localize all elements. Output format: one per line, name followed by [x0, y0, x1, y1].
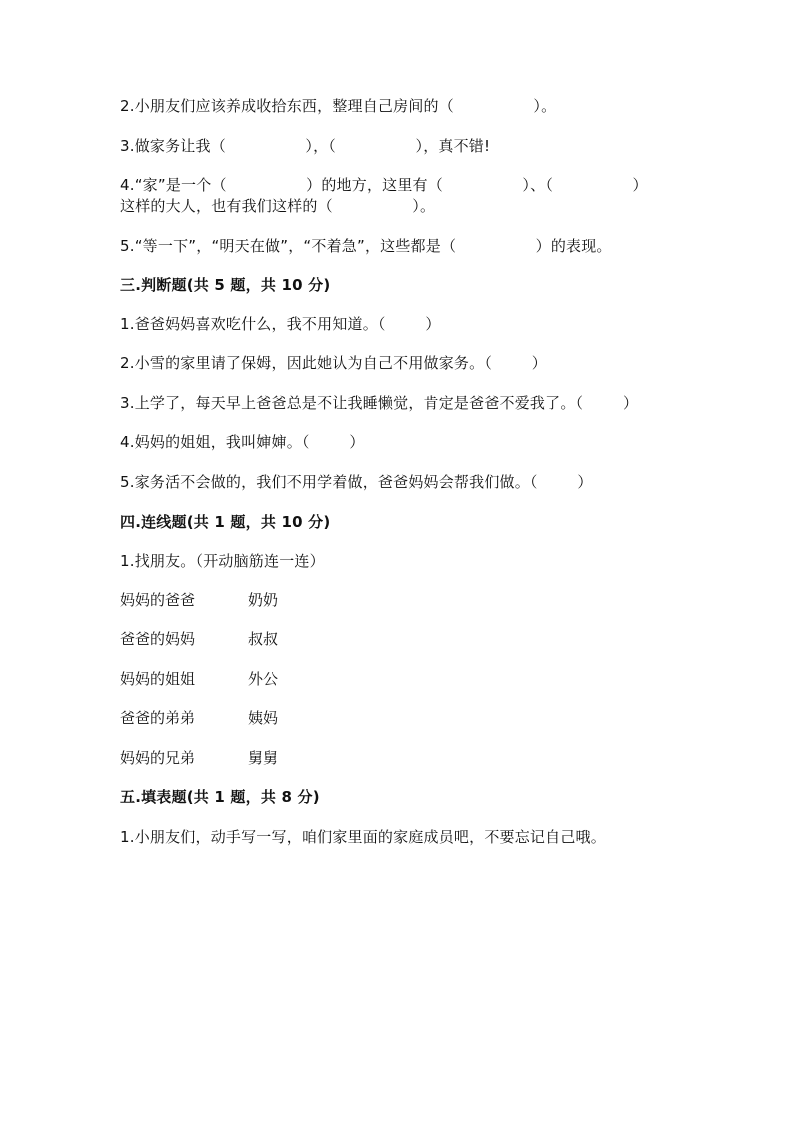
table-fill-question: 1.小朋友们，动手写一写，咱们家里面的家庭成员吧，不要忘记自己哦。: [120, 828, 606, 846]
judge-item-2: 2.小雪的家里请了保姆，因此她认为自己不用做家务。（ ）: [120, 354, 547, 372]
match-right-item: 外公: [248, 670, 279, 688]
match-left-item: 妈妈的爸爸: [120, 591, 196, 609]
match-right-item: 姨妈: [248, 709, 279, 727]
fill-blank-q4-line2: 这样的大人，也有我们这样的（ ）。: [120, 197, 436, 215]
judge-item-1: 1.爸爸妈妈喜欢吃什么，我不用知道。（ ）: [120, 315, 441, 333]
fill-blank-q5: 5.“等一下”，“明天在做”，“不着急”，这些都是（ ）的表现。: [120, 237, 612, 255]
judge-item-3: 3.上学了，每天早上爸爸总是不让我睡懒觉，肯定是爸爸不爱我了。（ ）: [120, 394, 639, 412]
match-left-item: 爸爸的妈妈: [120, 630, 196, 648]
fill-blank-q2: 2.小朋友们应该养成收拾东西，整理自己房间的（ ）。: [120, 97, 557, 115]
match-right-item: 奶奶: [248, 591, 279, 609]
judge-item-4: 4.妈妈的姐姐，我叫婶婶。（ ）: [120, 433, 365, 451]
match-right-item: 舅舅: [248, 749, 279, 767]
match-question: 1.找朋友。（开动脑筋连一连）: [120, 552, 325, 570]
table-fill-section-heading: 五.填表题(共 1 题，共 8 分): [120, 788, 320, 806]
match-left-item: 妈妈的姐姐: [120, 670, 196, 688]
match-right-item: 叔叔: [248, 630, 279, 648]
judge-section-heading: 三.判断题(共 5 题，共 10 分): [120, 276, 331, 294]
judge-item-5: 5.家务活不会做的，我们不用学着做，爸爸妈妈会帮我们做。（ ）: [120, 473, 593, 491]
match-left-item: 爸爸的弟弟: [120, 709, 196, 727]
fill-blank-q3: 3.做家务让我（ ），（ ），真不错!: [120, 137, 491, 155]
match-section-heading: 四.连线题(共 1 题，共 10 分): [120, 513, 331, 531]
fill-blank-q4-line1: 4.“家”是一个（ ）的地方，这里有（ ）、（ ）: [120, 176, 648, 194]
match-left-item: 妈妈的兄弟: [120, 749, 196, 767]
